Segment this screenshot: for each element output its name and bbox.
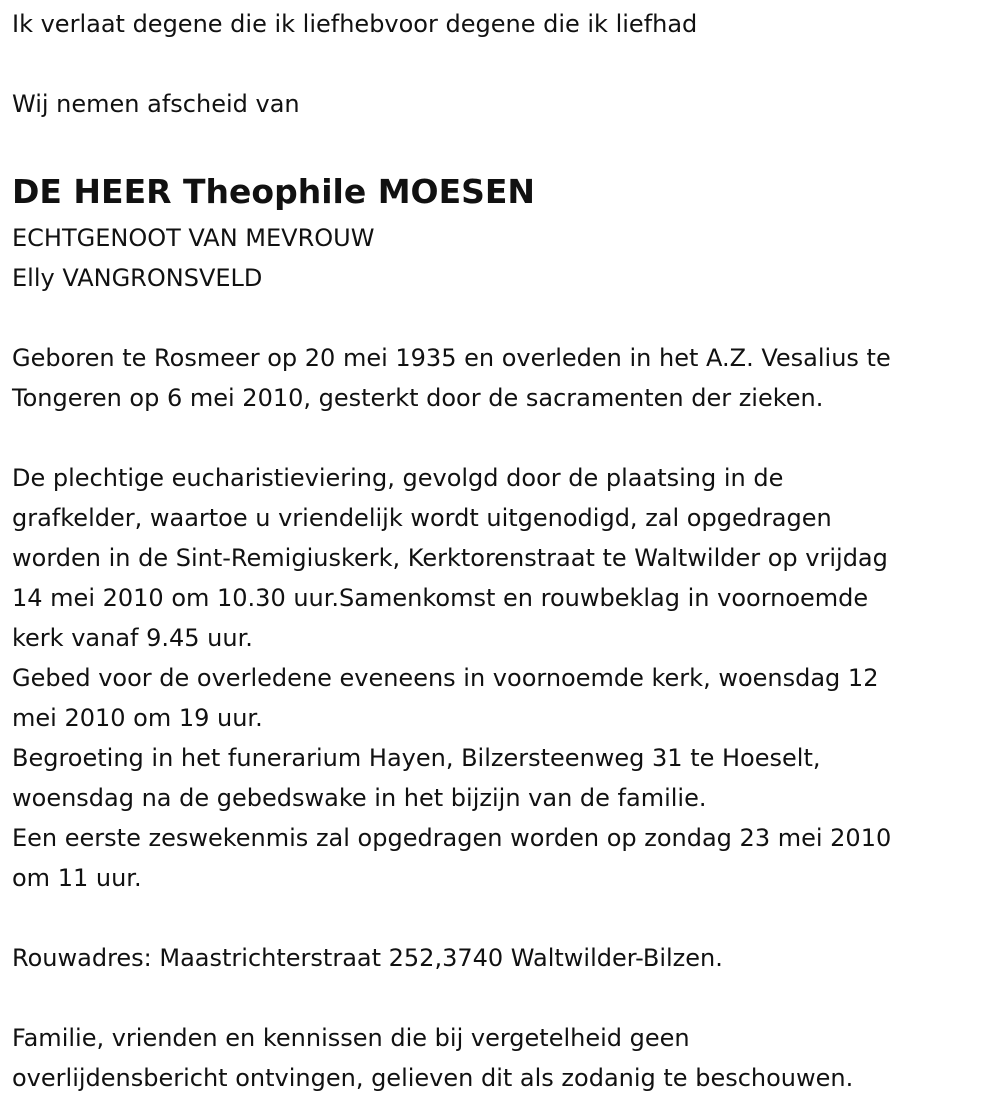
spacer [12, 44, 997, 84]
text-line: om 11 uur. [12, 864, 142, 892]
text-line: 14 mei 2010 om 10.30 uur.Samenkomst en rouwbeklag in voornoemde [12, 584, 869, 612]
ceremony-paragraph [12, 458, 997, 898]
spacer [12, 898, 997, 938]
opening-quote: Ik verlaat degene die ik liefhebvoor degene die ik liefhad [12, 10, 698, 38]
text-line: mei 2010 om 19 uur. [12, 704, 263, 732]
spacer [12, 124, 997, 164]
death-notice [12, 4, 997, 1098]
spacer [12, 418, 997, 458]
text-line: grafkelder, waartoe u vriendelijk wordt uitgenodigd, zal opgedragen [12, 504, 832, 532]
text-line: overlijdensbericht ontvingen, gelieven dit als zodanig te beschouwen. [12, 1064, 854, 1092]
text-line: Een eerste zeswekenmis zal opgedragen worden op zondag 23 mei 2010 [12, 824, 892, 852]
birth-death-paragraph [12, 338, 997, 418]
mourning-address: Rouwadres: Maastrichterstraat 252,3740 Waltwilder-Bilzen. [12, 944, 723, 972]
text-line: woensdag na de gebedswake in het bijzijn van de familie. [12, 784, 707, 812]
text-line: De plechtige eucharistieviering, gevolgd door de plaatsing in de [12, 464, 784, 492]
text-line: Begroeting in het funerarium Hayen, Bilzersteenweg 31 te Hoeselt, [12, 744, 821, 772]
spouse-relation: ECHTGENOOT VAN MEVROUW [12, 224, 375, 252]
text-line: kerk vanaf 9.45 uur. [12, 624, 253, 652]
closing-paragraph [12, 1018, 997, 1098]
text-line: worden in de Sint-Remigiuskerk, Kerktorenstraat te Waltwilder op vrijdag [12, 544, 888, 572]
spacer [12, 978, 997, 1018]
text-line: Geboren te Rosmeer op 20 mei 1935 en overleden in het A.Z. Vesalius te [12, 344, 891, 372]
spouse-name: Elly VANGRONSVELD [12, 264, 263, 292]
deceased-name: DE HEER Theophile MOESEN [12, 172, 536, 211]
farewell-line: Wij nemen afscheid van [12, 90, 300, 118]
text-line: Gebed voor de overledene eveneens in voornoemde kerk, woensdag 12 [12, 664, 879, 692]
spacer [12, 298, 997, 338]
text-line: Tongeren op 6 mei 2010, gesterkt door de sacramenten der zieken. [12, 384, 824, 412]
text-line: Familie, vrienden en kennissen die bij vergetelheid geen [12, 1024, 690, 1052]
